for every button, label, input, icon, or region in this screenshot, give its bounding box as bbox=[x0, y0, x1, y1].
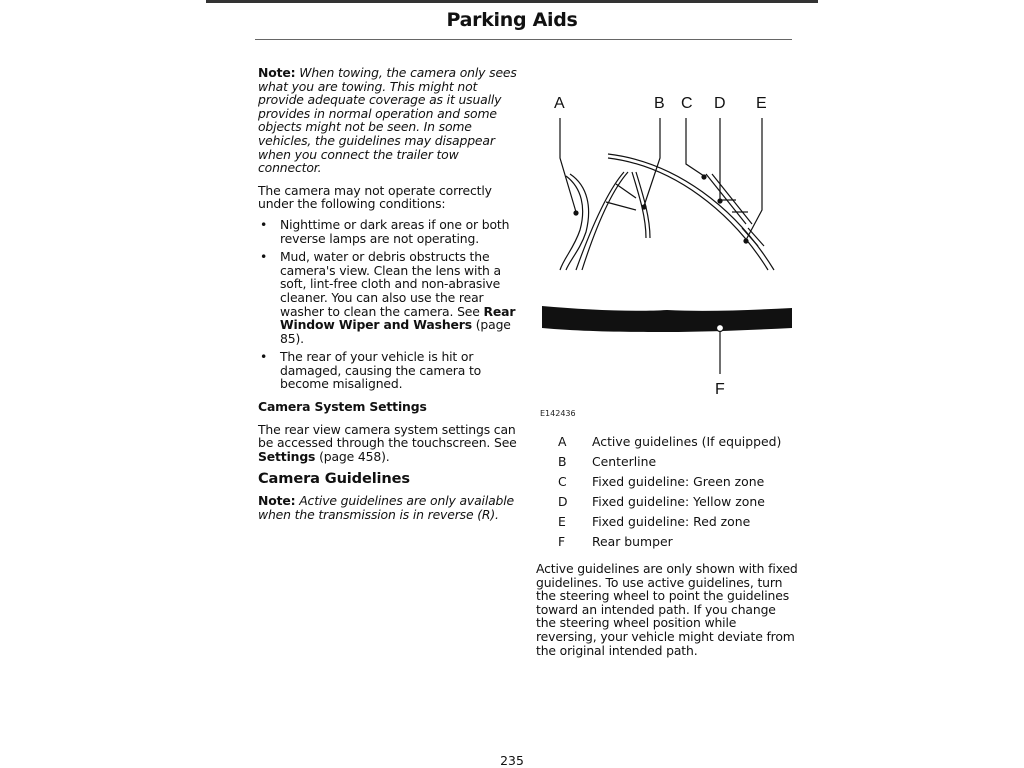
leader-dot-e bbox=[744, 239, 748, 243]
legend-row bbox=[558, 454, 798, 474]
leader-line-e bbox=[746, 118, 762, 240]
list-item-text: (page 85). bbox=[280, 317, 511, 346]
rear-bumper bbox=[542, 306, 792, 332]
diagram-label-e: E bbox=[756, 95, 767, 112]
diagram-label-b: B bbox=[654, 95, 665, 112]
list-item bbox=[258, 218, 520, 245]
settings-text: The rear view camera system settings can be accessed through the touchscreen. See bbox=[258, 421, 517, 451]
legend-value: Active guidelines (If equipped) bbox=[592, 434, 782, 449]
top-rule bbox=[206, 0, 818, 3]
legend-row bbox=[558, 474, 798, 494]
guidelines-heading: Camera Guidelines bbox=[258, 470, 410, 488]
list-item bbox=[258, 350, 520, 391]
bumper-marker bbox=[717, 325, 724, 332]
note-text: When towing, the camera only sees what you are towing. This might not provide adequate coverage as it usually provides in normal operation and some objects might not be seen. In some vehicles, the guidelines may disappear when you connect the trailer tow connector. bbox=[258, 65, 517, 176]
legend-value: Rear bumper bbox=[592, 534, 673, 549]
legend-row bbox=[558, 534, 798, 554]
diagram-label-a: A bbox=[554, 95, 565, 112]
legend-value: Centerline bbox=[592, 454, 657, 469]
bullet-icon: • bbox=[260, 349, 268, 365]
note-label: Note: bbox=[258, 65, 296, 80]
conditions-intro: The camera may not operate correctly under the following conditions: bbox=[258, 182, 492, 212]
page-title: Parking Aids bbox=[446, 9, 578, 31]
legend-row bbox=[558, 434, 798, 454]
legend-key: E bbox=[558, 514, 566, 529]
list-item-text: Mud, water or debris obstructs the camera's view. Clean the lens with a soft, lint-free cloth and non-abrasive cleaner. You can also use the rear washer to clean the camera. See bbox=[280, 249, 501, 319]
reverse-note bbox=[258, 494, 520, 521]
settings-heading: Camera System Settings bbox=[258, 399, 427, 415]
conditions-list bbox=[258, 218, 520, 391]
camera-guidelines-diagram bbox=[536, 88, 798, 398]
leader-dot-c bbox=[702, 175, 706, 179]
settings-paragraph bbox=[258, 423, 520, 464]
diagram-label-c: C bbox=[681, 95, 693, 112]
centerline bbox=[582, 172, 628, 270]
legend-table bbox=[558, 434, 798, 554]
note-text: Active guidelines are only available when the transmission is in reverse (R). bbox=[258, 493, 515, 522]
fixed-guideline-outer bbox=[608, 154, 774, 270]
centerline-tick bbox=[616, 184, 636, 198]
leader-line-c bbox=[686, 118, 704, 176]
leader-line-b bbox=[644, 118, 660, 206]
legend-key: C bbox=[558, 474, 567, 489]
cross-reference-link[interactable]: Rear Window Wiper and Washers bbox=[280, 303, 516, 333]
legend-row bbox=[558, 514, 798, 534]
bullet-icon: • bbox=[260, 216, 268, 232]
left-column bbox=[258, 66, 520, 530]
diagram-label-f: F bbox=[715, 381, 725, 398]
diagram-label-d: D bbox=[714, 95, 726, 112]
list-item-text: Nighttime or dark areas if one or both reverse lamps are not operating. bbox=[280, 216, 510, 246]
settings-link[interactable]: Settings bbox=[258, 448, 316, 464]
leader-dot-a bbox=[574, 211, 578, 215]
figure-id: E142436 bbox=[540, 409, 576, 418]
legend-value: Fixed guideline: Yellow zone bbox=[592, 494, 765, 509]
note-label: Note: bbox=[258, 493, 296, 509]
legend-key: A bbox=[558, 434, 567, 449]
towing-note bbox=[258, 66, 520, 175]
leader-dot-b bbox=[642, 205, 646, 209]
list-item bbox=[258, 250, 520, 345]
active-guidelines-paragraph: Active guidelines are only shown with fixed guidelines. To use active guidelines, turn the steering wheel to point the guidelines toward an intended path. If you change the steering wheel position while reversing, your vehicle might deviate from the original intended path. bbox=[536, 561, 798, 658]
legend-value: Fixed guideline: Green zone bbox=[592, 474, 765, 489]
list-item-text: The rear of your vehicle is hit or damaged, causing the camera to become misaligned. bbox=[280, 349, 482, 392]
page-number: 235 bbox=[500, 753, 524, 768]
settings-text-after: (page 458). bbox=[315, 448, 390, 464]
legend-key: B bbox=[558, 454, 567, 469]
legend-key: D bbox=[558, 494, 568, 509]
leader-line-a bbox=[560, 118, 576, 212]
centerline-tick bbox=[606, 202, 636, 210]
leader-dot-d bbox=[718, 199, 722, 203]
legend-row bbox=[558, 494, 798, 514]
title-divider bbox=[255, 39, 792, 40]
legend-key: F bbox=[558, 534, 566, 549]
legend-value: Fixed guideline: Red zone bbox=[592, 514, 751, 529]
active-guideline bbox=[560, 176, 583, 270]
bullet-icon: • bbox=[260, 249, 268, 265]
